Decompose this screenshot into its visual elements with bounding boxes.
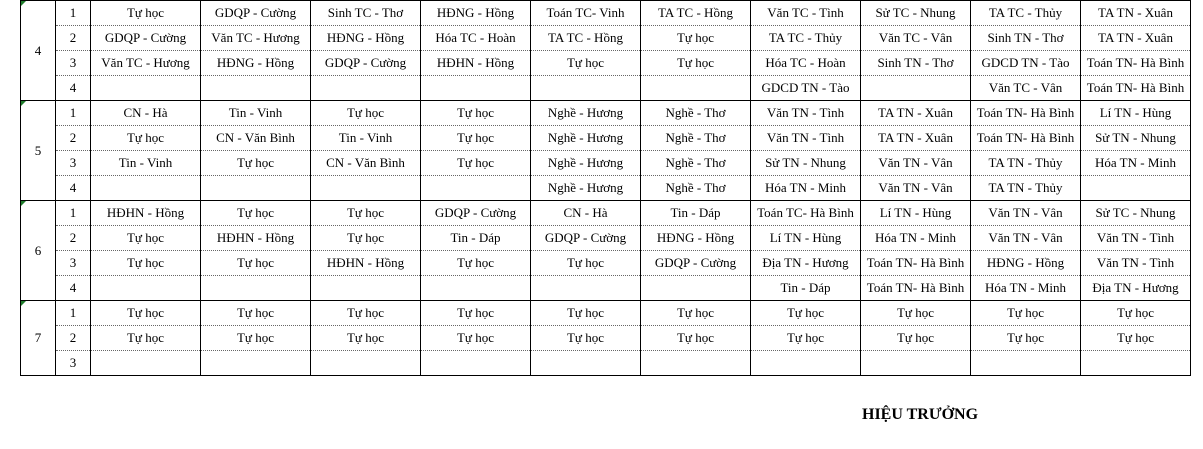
period-number: 1 [56,101,91,126]
corner-marker-icon [21,101,26,106]
table-row [21,151,1191,176]
schedule-cell: Toán TN- Hà Bình [1081,51,1191,76]
table-row [21,351,1191,376]
schedule-cell: CN - Văn Bình [201,126,311,151]
schedule-cell: Tự học [421,326,531,351]
schedule-cell: TA TN - Xuân [861,126,971,151]
schedule-cell: GDQP - Cường [641,251,751,276]
schedule-cell: Tự học [751,301,861,326]
schedule-cell: Toán TN- Hà Bình [861,251,971,276]
schedule-cell: Tự học [641,326,751,351]
corner-marker-icon [21,201,26,206]
schedule-cell: Tự học [311,201,421,226]
schedule-cell: Văn TN - Vân [971,201,1081,226]
schedule-cell: Tự học [531,301,641,326]
schedule-cell: GDQP - Cường [91,26,201,51]
schedule-cell: Tự học [201,151,311,176]
schedule-cell: Tự học [421,301,531,326]
schedule-cell: Địa TN - Hương [751,251,861,276]
schedule-cell: TA TN - Thủy [971,176,1081,201]
schedule-cell: Văn TN - Tình [751,101,861,126]
table-row [21,101,1191,126]
table-row [21,201,1191,226]
schedule-cell [311,76,421,101]
period-number: 1 [56,201,91,226]
schedule-cell: TA TN - Thủy [971,151,1081,176]
schedule-cell: Tự học [201,201,311,226]
schedule-cell: Tự học [971,326,1081,351]
schedule-cell: Văn TN - Tình [1081,226,1191,251]
schedule-cell [91,351,201,376]
schedule-cell: Nghề - Thơ [641,176,751,201]
schedule-cell: Văn TN - Tình [751,126,861,151]
schedule-cell: Toán TC- Vinh [531,1,641,26]
day-cell [21,101,56,201]
schedule-cell: GDCD TN - Tào [751,76,861,101]
schedule-cell: Toán TN- Hà Bình [1081,76,1191,101]
schedule-cell: Tự học [91,301,201,326]
schedule-cell: GDCD TN - Tào [971,51,1081,76]
day-label: 4 [34,42,42,58]
table-row [21,126,1191,151]
table-row [21,76,1191,101]
schedule-cell: Tự học [201,301,311,326]
schedule-cell [421,76,531,101]
schedule-cell: Tự học [861,326,971,351]
schedule-cell: Tự học [531,51,641,76]
schedule-cell: Tự học [641,51,751,76]
schedule-cell: Hóa TC - Hoàn [421,26,531,51]
schedule-cell: Tự học [91,226,201,251]
schedule-cell: HĐHN - Hồng [201,226,311,251]
schedule-cell: Tin - Dáp [751,276,861,301]
schedule-cell: Tự học [91,326,201,351]
schedule-cell: Tự học [311,226,421,251]
schedule-cell: Tự học [91,251,201,276]
schedule-cell: Tự học [971,301,1081,326]
schedule-cell: Địa TN - Hương [1081,276,1191,301]
schedule-cell [641,351,751,376]
schedule-cell [1081,351,1191,376]
day-cell [21,301,56,376]
schedule-cell: TA TC - Thủy [971,1,1081,26]
timetable-body [21,1,1191,376]
schedule-cell [531,76,641,101]
schedule-cell: TA TC - Hồng [641,1,751,26]
schedule-cell: Tự học [311,301,421,326]
schedule-cell: HĐNG - Hồng [421,1,531,26]
schedule-cell: Tự học [421,126,531,151]
schedule-cell: Tự học [91,126,201,151]
schedule-cell: Tự học [311,101,421,126]
schedule-cell [421,176,531,201]
timetable [20,0,1191,376]
schedule-cell: Văn TN - Tình [1081,251,1191,276]
schedule-cell: Văn TC - Tình [751,1,861,26]
schedule-cell: Nghề - Hương [531,176,641,201]
schedule-cell [311,351,421,376]
schedule-cell: Toán TN- Hà Bình [861,276,971,301]
schedule-cell: Lí TN - Hùng [861,201,971,226]
schedule-cell: TA TN - Xuân [861,101,971,126]
period-number: 1 [56,301,91,326]
schedule-cell: Tin - Dáp [421,226,531,251]
schedule-cell [971,351,1081,376]
schedule-cell: Hóa TN - Minh [751,176,861,201]
day-label: 7 [34,330,42,345]
schedule-cell: Hóa TN - Minh [1081,151,1191,176]
schedule-cell: Văn TC - Hương [91,51,201,76]
schedule-cell: Nghề - Hương [531,151,641,176]
schedule-cell [311,276,421,301]
day-label: 6 [34,242,42,258]
principal-signature-label: HIỆU TRƯỞNG [862,406,979,423]
schedule-cell [861,76,971,101]
schedule-cell: Sử TN - Nhung [1081,126,1191,151]
schedule-cell: GDQP - Cường [531,226,641,251]
schedule-cell: Hóa TN - Minh [971,276,1081,301]
schedule-cell: Văn TC - Vân [861,26,971,51]
schedule-cell: Tự học [421,251,531,276]
day-cell [21,201,56,301]
schedule-cell: Tự học [641,301,751,326]
table-row [21,51,1191,76]
schedule-cell: Hóa TC - Hoàn [751,51,861,76]
period-number: 4 [56,176,91,201]
schedule-cell: Tự học [641,26,751,51]
schedule-cell: Toán TN- Hà Bình [971,126,1081,151]
schedule-cell [311,176,421,201]
period-number: 3 [56,151,91,176]
schedule-cell: Tự học [861,301,971,326]
period-number: 2 [56,26,91,51]
schedule-cell [531,351,641,376]
schedule-cell: Tin - Vinh [311,126,421,151]
schedule-cell [201,351,311,376]
schedule-cell: Sinh TC - Thơ [311,1,421,26]
schedule-cell [641,276,751,301]
schedule-cell: Tự học [201,251,311,276]
schedule-cell: Văn TC - Vân [971,76,1081,101]
period-number: 3 [56,51,91,76]
schedule-cell: HĐNG - Hồng [641,226,751,251]
schedule-cell: Văn TN - Vân [861,176,971,201]
period-number: 2 [56,226,91,251]
table-row [21,1,1191,26]
period-number: 3 [56,351,91,376]
schedule-cell: Tin - Vinh [201,101,311,126]
schedule-cell: Nghề - Thơ [641,126,751,151]
period-number: 2 [56,326,91,351]
schedule-cell: Nghề - Hương [531,126,641,151]
schedule-cell [91,76,201,101]
schedule-cell: HĐNG - Hồng [971,251,1081,276]
day-label: 5 [34,142,42,158]
schedule-cell [91,276,201,301]
schedule-cell: Tự học [421,151,531,176]
schedule-cell: Tin - Dáp [641,201,751,226]
schedule-cell: Tự học [531,251,641,276]
schedule-cell [861,351,971,376]
schedule-cell: Sử TC - Nhung [861,1,971,26]
schedule-cell: GDQP - Cường [311,51,421,76]
schedule-cell: Văn TN - Vân [861,151,971,176]
schedule-cell [201,76,311,101]
table-row [21,176,1191,201]
schedule-cell: Tự học [1081,301,1191,326]
schedule-cell: Nghề - Thơ [641,101,751,126]
schedule-cell: Tự học [1081,326,1191,351]
schedule-cell: Văn TN - Vân [971,226,1081,251]
schedule-cell: Hóa TN - Minh [861,226,971,251]
period-number: 4 [56,276,91,301]
schedule-cell: Tự học [421,101,531,126]
period-number: 4 [56,76,91,101]
schedule-cell: HĐHN - Hồng [311,251,421,276]
schedule-cell: HĐHN - Hồng [91,201,201,226]
schedule-cell: Sử TC - Nhung [1081,201,1191,226]
schedule-cell: Lí TN - Hùng [1081,101,1191,126]
schedule-cell: TA TC - Hồng [531,26,641,51]
schedule-cell [421,276,531,301]
schedule-cell: GDQP - Cường [201,1,311,26]
schedule-cell [201,176,311,201]
schedule-cell: Tự học [201,326,311,351]
schedule-cell: GDQP - Cường [421,201,531,226]
schedule-cell: Sử TN - Nhung [751,151,861,176]
schedule-cell [751,351,861,376]
schedule-cell: CN - Văn Bình [311,151,421,176]
table-row [21,301,1191,326]
schedule-cell: HĐHN - Hồng [421,51,531,76]
schedule-cell: Văn TC - Hương [201,26,311,51]
schedule-cell [531,276,641,301]
schedule-cell: Tự học [91,1,201,26]
schedule-cell: TA TN - Xuân [1081,26,1191,51]
table-row [21,251,1191,276]
schedule-cell [91,176,201,201]
corner-marker-icon [21,301,26,306]
day-cell [21,1,56,101]
table-row [21,26,1191,51]
schedule-cell [641,76,751,101]
schedule-cell: Sinh TN - Thơ [971,26,1081,51]
schedule-cell [421,351,531,376]
schedule-cell: TA TN - Xuân [1081,1,1191,26]
schedule-cell: Toán TN- Hà Bình [971,101,1081,126]
schedule-cell: CN - Hà [531,201,641,226]
period-number: 3 [56,251,91,276]
table-row [21,226,1191,251]
schedule-cell: Lí TN - Hùng [751,226,861,251]
schedule-cell: Sinh TN - Thơ [861,51,971,76]
schedule-cell [201,276,311,301]
schedule-cell: HĐNG - Hồng [311,26,421,51]
schedule-cell: Tự học [531,326,641,351]
schedule-cell: HĐNG - Hồng [201,51,311,76]
schedule-cell: Nghề - Hương [531,101,641,126]
schedule-cell: Tự học [311,326,421,351]
schedule-cell: Nghề - Thơ [641,151,751,176]
table-row [21,276,1191,301]
schedule-cell [1081,176,1191,201]
schedule-cell: Toán TC- Hà Bình [751,201,861,226]
schedule-cell: Tin - Vinh [91,151,201,176]
period-number: 1 [56,1,91,26]
schedule-cell: Tự học [751,326,861,351]
period-number: 2 [56,126,91,151]
corner-marker-icon [21,1,26,6]
schedule-cell: CN - Hà [91,101,201,126]
table-row [21,326,1191,351]
schedule-cell: TA TC - Thủy [751,26,861,51]
